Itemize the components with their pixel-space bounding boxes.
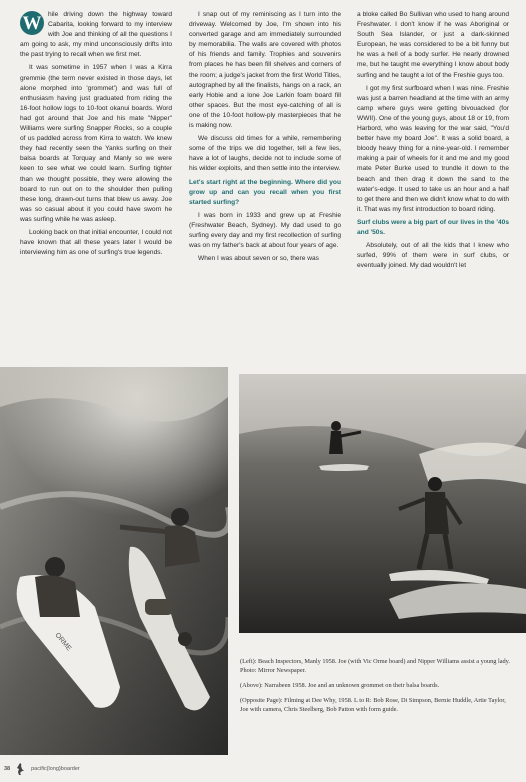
- interview-question: Let's start right at the beginning. Where did you grow up and can you recall when you first started surfing?: [189, 178, 341, 206]
- page-footer: [4, 762, 80, 776]
- photo-captions: [240, 657, 510, 720]
- paragraph: I got my first surfboard when I was nine. Freshie was just a barren headland at the time with an army camp where guys were getting bivouacked (for WWII). One of the young guys, about 18 or 19, from Harbord, who was leaving for the war said, "You'd better have my board Joe". It was a solid board, a bloody heavy thing for a nine-year-old. I remember making a pair of wheels for it and me and my good mate Peter Burke used to trundle it down to the beach and then drag it down the sand to the water's-edge. It used to take us an hour and a half to get there and then we didn't know what to do with it. That was my first introduction to board riding.: [357, 84, 509, 213]
- caption-above-photo: (Above): Narrabeen 1958. Joe and an unknown grommet on their balsa boards.: [240, 682, 440, 689]
- paragraph: When I was about seven or so, there was: [198, 255, 319, 263]
- paragraph: a bloke called Bo Sullivan who used to hang around Freshwater. I don't know if he was Aboriginal or South Sea Islander, or just a dark-skinned European, he was considered to be a bit funny but he was a hell of a body surfer. He nearly drowned me, but he taught me everything I know about body surfing and he taught a lot of the Freshie guys too.: [357, 11, 509, 79]
- photo-beach-inspectors: [0, 367, 228, 755]
- caption-opposite-page: (Opposite Page): Filming at Dee Why, 1958. L to R: Bob Rose, Di Simpson, Bernie Huddle, Artie Taylor, Joe with camera, Chris Steelberg, Bob Patton with form guide.: [240, 697, 506, 713]
- article-column-2: [189, 10, 341, 267]
- photo-beach-inspectors-image: [0, 367, 228, 755]
- photo-narrabeen-surfers-image: [239, 374, 526, 633]
- paragraph: I was born in 1933 and grew up at Freshie (Freshwater Beach, Sydney). My dad used to go surfing every day and my first recollection of surfing was on my father's back at about four years of age.: [189, 211, 341, 250]
- paragraph: I snap out of my reminiscing as I turn into the driveway. Welcomed by Joe, I'm shown into his converted garage and am immediately surrounded by memorabilia. The walls are covered with photos of his friends and family. Trophies and souvenirs from places he has been fill shelves and corners of the room; a judge's jacket from the first World Titles, autographed by all the finalists, hangs on a rack, an early Hobie and a lone Joe Larkin foam board fill other spaces. But the most eye-catching of all is one of the 10-foot hollow-ply masterpieces that he is making now.: [189, 11, 341, 130]
- page-number: 38: [4, 766, 11, 772]
- drop-cap: W: [20, 11, 44, 35]
- surfer-logo-icon: [16, 762, 25, 776]
- paragraph: W hile driving down the highway toward Cabarita, looking forward to my interview with Joe and thinking of all the questions I am going to ask, my mind unconsciously drifts into the past trying to recall when we first met.: [20, 11, 172, 59]
- paragraph: It was sometime in 1957 when I was a Kirra gremmie (the term never existed in those days, let alone morphed into 'grommet') and was full of enthusiasm having just graduated from riding the 16-foot hollow logs to 10-foot okanui boards. Word had got around that Joe and his mate "Nipper" Williams were surfing Snapper Rocks, so a couple of us paddled across from Kirra to watch. We knew they had recently seen the Yanks surfing on their balsa boards at Torquay and Manly so we were keen to see what we could learn. Surfing tighter than we thought possible, they were allowing the board to run out on to the shoulder then pulling these long, drawn-out turns that blew us away. Joe was so casual about it you could have sworn he was surfing while he was asleep.: [20, 64, 172, 223]
- caption-left-photo: (Left): Beach Inspectors, Manly 1958. Joe (with Vic Orme board) and Nipper Williams assist a young lady. Photo: Mirror Newspaper.: [240, 658, 510, 674]
- interview-question: Surf clubs were a big part of our lives in the '40s and '50s.: [357, 218, 509, 236]
- photo-narrabeen-surfers: [239, 374, 526, 633]
- svg-text:ORME: ORME: [53, 631, 73, 653]
- paragraph: We discuss old times for a while, remembering some of the trips we did together, tell a few lies, have a lot of laughs, decide not to include some of his wilder exploits, and then settle into the interview.: [189, 135, 341, 173]
- magazine-title: pacific{long}boarder: [31, 766, 80, 772]
- article-column-3: [357, 10, 509, 274]
- paragraph: Looking back on that initial encounter, I could not have known that all these years later I would be interviewing him as one of surfing's true legends.: [20, 228, 172, 257]
- article-column-1: [20, 10, 172, 261]
- paragraph: Absolutely, out of all the kids that I knew who surfed, 99% of them were in surf clubs, or eventually joined. My dad wouldn't let: [357, 242, 509, 270]
